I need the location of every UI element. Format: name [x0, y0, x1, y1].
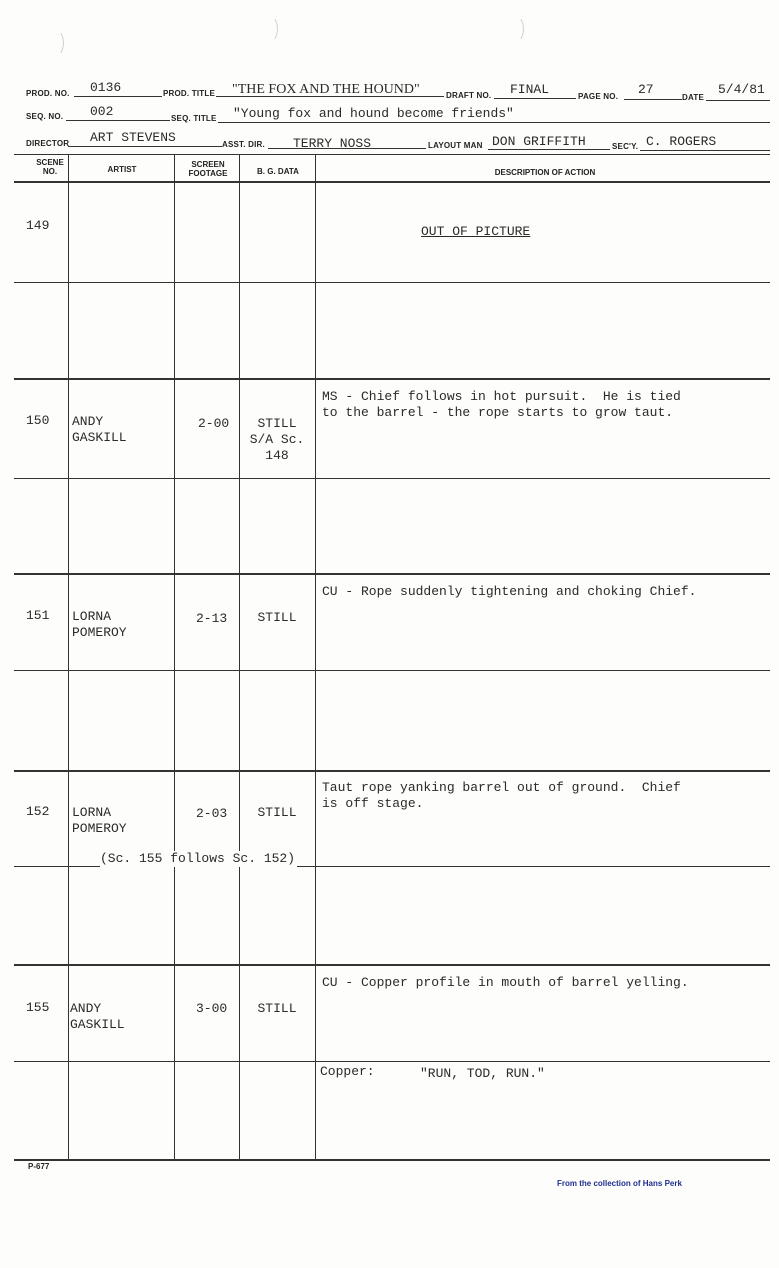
form-number: P-677: [28, 1162, 50, 1171]
seq-no-value: 002: [90, 104, 114, 119]
prod-no-label: PROD. NO.: [26, 89, 70, 98]
col-divider-1: [68, 154, 69, 1160]
layout-man-label: LAYOUT MAN: [428, 141, 483, 150]
collection-credit: From the collection of Hans Perk: [557, 1179, 682, 1188]
scene-artist: LORNA POMEROY: [72, 609, 127, 640]
binder-hole-left: [48, 30, 64, 56]
scene-artist: ANDY GASKILL: [70, 1001, 125, 1032]
scene-artist: ANDY GASKILL: [72, 414, 127, 445]
prod-title-value: "THE FOX AND THE HOUND": [232, 82, 420, 97]
asst-dir-value: TERRY NOSS: [293, 136, 372, 151]
scene-artist: LORNA POMEROY: [72, 805, 127, 836]
secy-value: C. ROGERS: [646, 134, 717, 149]
scene-number: 155: [26, 1000, 50, 1015]
scene-number: 151: [26, 608, 50, 623]
col-header-screen-footage: SCREEN FOOTAGE: [188, 160, 228, 178]
binder-hole-right: [508, 16, 524, 42]
col-divider-4: [315, 154, 316, 1160]
scene-description: Taut rope yanking barrel out of ground. Chief is off stage.: [322, 780, 681, 811]
scene-footage: 3-00: [196, 1001, 228, 1016]
table-header-rule: [14, 181, 770, 183]
scene-description: CU - Rope suddenly tightening and choking Chief.: [322, 584, 697, 599]
scene-number: 152: [26, 804, 50, 819]
scene-footage: 2-03: [196, 806, 228, 821]
table-top-rule: [14, 154, 770, 155]
page-no-value: 27: [638, 82, 654, 97]
seq-no-label: SEQ. NO.: [26, 112, 64, 121]
col-divider-2: [174, 154, 175, 1160]
col-header-description: DESCRIPTION OF ACTION: [494, 168, 596, 177]
draft-no-label: DRAFT NO.: [446, 91, 492, 100]
scene-description: OUT OF PICTURE: [421, 224, 531, 239]
scene-description: MS - Chief follows in hot pursuit. He is tied to the barrel - the rope starts to grow taut.: [322, 389, 681, 420]
scene-bg-data: STILL S/A Sc. 148: [249, 416, 305, 463]
dialogue-speaker: Copper:: [320, 1064, 375, 1079]
col-header-bg-data: B. G. DATA: [257, 167, 299, 176]
director-value: ART STEVENS: [90, 130, 176, 145]
scene-number: 149: [26, 218, 50, 233]
scene-bg-data: STILL: [257, 610, 297, 625]
scene-number: 150: [26, 413, 50, 428]
binder-hole-center: [262, 16, 278, 42]
secy-label: SEC'Y.: [612, 142, 639, 151]
seq-title-value: "Young fox and hound become friends": [233, 106, 514, 121]
prod-title-label: PROD. TITLE: [163, 89, 215, 98]
prod-no-value: 0136: [90, 80, 122, 95]
scene-footage: 2-00: [198, 416, 230, 431]
seq-title-label: SEQ. TITLE: [171, 114, 217, 123]
scene-bg-data: STILL: [257, 1001, 297, 1016]
date-value: 5/4/81: [718, 82, 765, 97]
table-bottom-rule: [14, 1159, 770, 1161]
scene-footage: 2-13: [196, 611, 228, 626]
page-no-label: PAGE NO.: [578, 92, 619, 101]
sequence-note: (Sc. 155 follows Sc. 152): [100, 851, 296, 866]
layout-man-value: DON GRIFFITH: [492, 134, 586, 149]
scene-description: CU - Copper profile in mouth of barrel yelling.: [322, 975, 689, 990]
asst-dir-label: ASST. DIR.: [222, 140, 265, 149]
scene-bg-data: STILL: [257, 805, 297, 820]
draft-no-value: FINAL: [510, 82, 550, 97]
director-label: DIRECTOR: [26, 139, 70, 148]
col-header-scene-no: SCENE NO.: [36, 158, 64, 176]
date-label: DATE: [682, 93, 704, 102]
dialogue-line: "RUN, TOD, RUN.": [420, 1066, 545, 1081]
col-header-artist: ARTIST: [107, 165, 137, 174]
